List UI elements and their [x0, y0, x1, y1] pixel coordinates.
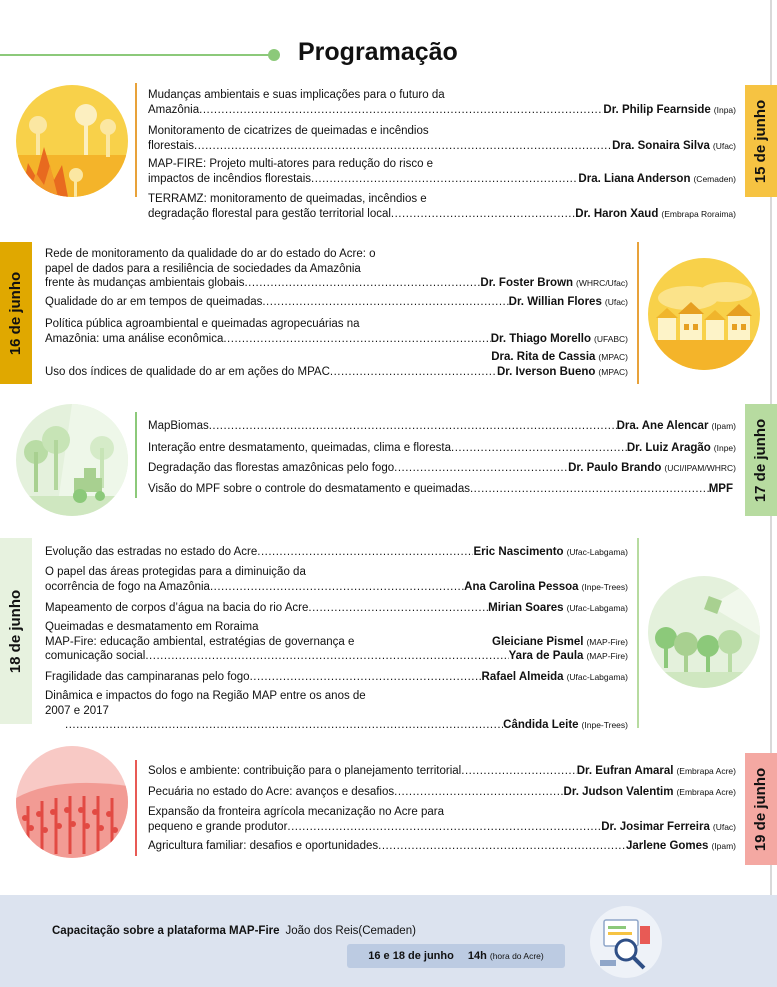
speaker-affiliation: (Cemaden): [358, 925, 416, 937]
list-item: [148, 88, 736, 117]
day-tab-17-junho: [745, 404, 777, 516]
talk-title: florestais: [148, 139, 195, 152]
talk-title: Fragilidade das campinaranas pelo fogo: [45, 671, 250, 683]
dot-leader: [311, 172, 578, 187]
talk-title: Pecuária no estado do Acre: avanços e desafios: [148, 786, 395, 798]
speaker-affiliation: (MPAC): [598, 366, 628, 377]
speaker-affiliation: (UCI/IPAM/WHRC): [664, 463, 736, 473]
dot-leader: [470, 482, 709, 497]
speaker-name: Dr. Judson Valentim: [563, 786, 674, 798]
training-time: 14h: [467, 950, 487, 962]
dot-leader: [378, 839, 626, 854]
talk-title-line1: Expansão da fronteira agrícola mecanização no Acre para: [148, 806, 444, 818]
header-dot: [268, 49, 280, 61]
speaker-name: Dr. Josimar Ferreira: [601, 820, 710, 833]
speaker-name: Dr. Philip Fearnside: [603, 103, 711, 116]
speaker-name: Dr. Willian Flores: [508, 296, 602, 308]
list-item: [45, 247, 628, 291]
dot-leader: [394, 461, 568, 476]
talk-title: pequeno e grande produtor: [148, 820, 288, 833]
speaker-name: Jarlene Gomes: [625, 840, 709, 852]
talk-title: ocorrência de fogo na Amazônia: [45, 580, 210, 593]
speaker-name: Dra. Ane Alencar: [616, 420, 709, 432]
training-time-note: (hora do Acre): [489, 951, 544, 961]
speaker-name: Cândida Leite: [503, 719, 579, 731]
dot-leader: [194, 139, 612, 154]
speaker-name: Dr. Haron Xaud: [575, 207, 659, 220]
talk-title-line1: Monitoramento de cicatrizes de queimadas e incêndios: [148, 125, 429, 137]
talk-title: Visão do MPF sobre o controle do desmatamento e queimadas: [148, 483, 470, 495]
list-item: [148, 192, 736, 221]
talk-title: Degradação das florestas amazônicas pelo fogo: [148, 462, 395, 474]
talk-title-line1: Dinâmica e impactos do fogo na Região MAP entre os anos de: [45, 690, 366, 702]
training-magnifier-icon: [590, 906, 662, 978]
day-tab-15-junho: [745, 85, 777, 197]
list-item: [148, 461, 736, 476]
speaker-affiliation: (Embrapa Roraima): [661, 208, 736, 219]
speaker-name: Dr. Foster Brown: [480, 277, 574, 289]
talk-title-line1: Política pública agroambiental e queimadas agropecuárias na: [45, 318, 360, 330]
dot-leader: [287, 820, 601, 835]
speaker-affiliation: (Cemaden): [693, 173, 736, 184]
day-label-17: 17 de junho: [752, 418, 770, 502]
deforestation-tractor-icon: [16, 404, 128, 516]
day-tab-16-junho: [0, 242, 32, 384]
dot-leader: [223, 332, 490, 347]
speaker-affiliation: (Embrapa Acre): [676, 787, 736, 797]
list-item: [45, 601, 628, 616]
dot-leader: [330, 365, 497, 380]
speaker-affiliation: (Ufac-Labgama): [566, 547, 628, 557]
talk-title: Solos e ambiente: contribuição para o planejamento territorial: [148, 765, 462, 777]
speaker-affiliation: (Ufac): [712, 821, 736, 832]
day-label-19: 19 de junho: [752, 767, 770, 851]
training-title: Capacitação sobre a plataforma MAP-Fire: [52, 925, 280, 937]
speaker-affiliation: (Embrapa Acre): [676, 766, 736, 776]
speaker-affiliation: (Ufac-Labgama): [566, 603, 628, 613]
dot-leader: [210, 580, 464, 595]
day-tab-18-junho: [0, 538, 32, 724]
talk-title: Mapeamento de corpos d’água na bacia do rio Acre: [45, 602, 309, 614]
talk-title: Evolução das estradas no estado do Acre: [45, 546, 258, 558]
talk-title-line1: MAP-Fire: educação ambiental, estratégias de governança e: [45, 635, 355, 648]
speaker-name: Dr. Iverson Bueno: [496, 365, 596, 378]
talk-title-line1: MAP-FIRE: Projeto multi-atores para redução do risco e: [148, 158, 434, 170]
talk-title: impactos de incêndios florestais: [148, 172, 311, 185]
talk-title: Qualidade do ar em tempos de queimadas: [45, 296, 263, 308]
list-item: [148, 124, 736, 153]
speaker-affiliation: (MPAC): [598, 352, 628, 362]
dot-leader: [451, 441, 627, 456]
training-schedule: [347, 944, 565, 968]
forest-fire-icon: [16, 85, 128, 197]
day-tab-19-junho: [745, 753, 777, 865]
day-label-16: 16 de junho: [7, 271, 25, 355]
section-19-divider: [135, 760, 137, 856]
list-item: [148, 441, 736, 456]
dot-leader: [209, 419, 617, 434]
talk-title: Uso dos índices de qualidade do ar em ações do MPAC: [45, 365, 330, 378]
dot-leader: [244, 276, 480, 291]
dot-leader: [461, 764, 577, 779]
speaker-affiliation: (MAP-Fire): [586, 651, 628, 661]
speaker-name: Dr. Thiago Morello: [490, 332, 591, 345]
page-title: Programação: [298, 38, 458, 66]
header-line: [0, 54, 272, 56]
dot-leader: [308, 601, 488, 616]
talk-title-line2: 2007 e 2017: [45, 704, 109, 717]
talk-title: Amazônia: uma análise econômica: [45, 332, 224, 345]
smoky-town-icon: [648, 258, 760, 370]
section-18-divider: [637, 538, 639, 728]
list-item: [45, 670, 628, 685]
speaker-affiliation: (UFABC): [594, 333, 628, 344]
dot-leader: [262, 295, 508, 310]
talk-title-line0: Queimadas e desmatamento em Roraima: [45, 621, 259, 633]
speaker-name: Ana Carolina Pessoa: [464, 580, 579, 593]
speaker-name: Dra. Liana Anderson: [578, 172, 691, 185]
speaker-name: Dr. Paulo Brando: [568, 462, 662, 474]
list-item: [45, 350, 628, 379]
day-label-15: 15 de junho: [752, 99, 770, 183]
training-dates: 16 e 18 de junho: [368, 950, 454, 962]
speaker-name: Rafael Almeida: [481, 671, 564, 683]
talk-title: Amazônia: [148, 103, 200, 116]
dot-leader: [394, 785, 563, 800]
dot-leader: [250, 670, 482, 685]
speaker-affiliation: (Inpe-Trees): [581, 720, 628, 730]
list-item: [45, 317, 628, 346]
speaker-affiliation: (WHRC/Ufac): [576, 278, 628, 288]
dot-leader: [65, 718, 503, 733]
forest-satellite-icon: [648, 576, 760, 688]
speaker-name: Dra. Rita de Cassia: [491, 351, 596, 363]
speaker-affiliation: (Ufac): [712, 140, 736, 151]
speaker-name: Gleiciane Pismel: [492, 635, 584, 648]
talk-title-line1: Rede de monitoramento da qualidade do ar do estado do Acre: o: [45, 248, 376, 260]
list-item: [45, 295, 628, 310]
speaker-affiliation: (MAP-Fire): [586, 636, 628, 647]
dot-leader: [257, 545, 473, 560]
speaker-name: Yara de Paula: [508, 650, 584, 662]
footer-training: [52, 924, 564, 939]
speaker-affiliation: (Ufac-Labgama): [566, 672, 628, 682]
speaker-name: João dos Reis: [285, 925, 359, 937]
section-15-divider: [135, 83, 137, 197]
speaker-affiliation: (Ufac): [604, 297, 628, 307]
speaker-name: Dr. Eufran Amaral: [576, 765, 674, 777]
talk-title: frente às mudanças ambientais globais: [45, 277, 245, 289]
section-17-divider: [135, 412, 137, 498]
speaker-affiliation: (Ipam): [711, 841, 736, 851]
talk-title-line1: TERRAMZ: monitoramento de queimadas, incêndios e: [148, 193, 427, 205]
speaker-name: Dr. Luiz Aragão: [626, 442, 711, 454]
talk-title: comunicação social: [45, 650, 146, 662]
speaker-name: Mirian Soares: [488, 602, 564, 614]
speaker-name: Dra. Sonaira Silva: [612, 139, 710, 152]
day-label-18: 18 de junho: [7, 589, 25, 673]
speaker-affiliation: (Inpe): [713, 443, 736, 453]
talk-title-line1: Mudanças ambientais e suas implicações para o futuro da: [148, 89, 445, 101]
section-16-divider: [637, 242, 639, 384]
list-item: [148, 482, 736, 497]
speaker-affiliation: (Inpe-Trees): [581, 581, 628, 592]
talk-title: MapBiomas: [148, 420, 209, 432]
speaker-name: MPF: [708, 483, 733, 495]
list-item: [148, 785, 736, 800]
dot-leader: [145, 649, 508, 664]
list-item: [148, 764, 736, 779]
list-item: [45, 689, 628, 733]
list-item: [45, 545, 628, 560]
list-item: [45, 565, 628, 594]
crop-field-icon: [16, 746, 128, 858]
list-item: [148, 805, 736, 834]
talk-title: Interação entre desmatamento, queimadas, clima e floresta: [148, 442, 451, 454]
talk-title: degradação florestal para gestão territorial local: [148, 207, 391, 220]
dot-leader: [199, 103, 603, 118]
speaker-name: Eric Nascimento: [473, 546, 564, 558]
speaker-affiliation: (Inpa): [713, 104, 736, 115]
list-item: [148, 839, 736, 854]
list-item: [148, 419, 736, 434]
list-item: [45, 620, 628, 664]
dot-leader: [391, 207, 575, 222]
talk-title-line2: papel de dados para a resiliência de sociedades da Amazônia: [45, 262, 361, 275]
talk-title: Agricultura familiar: desafios e oportunidades: [148, 840, 379, 852]
speaker-affiliation: (Ipam): [711, 421, 736, 431]
talk-title-line1: O papel das áreas protegidas para a diminuição da: [45, 566, 306, 578]
list-item: [148, 157, 736, 186]
